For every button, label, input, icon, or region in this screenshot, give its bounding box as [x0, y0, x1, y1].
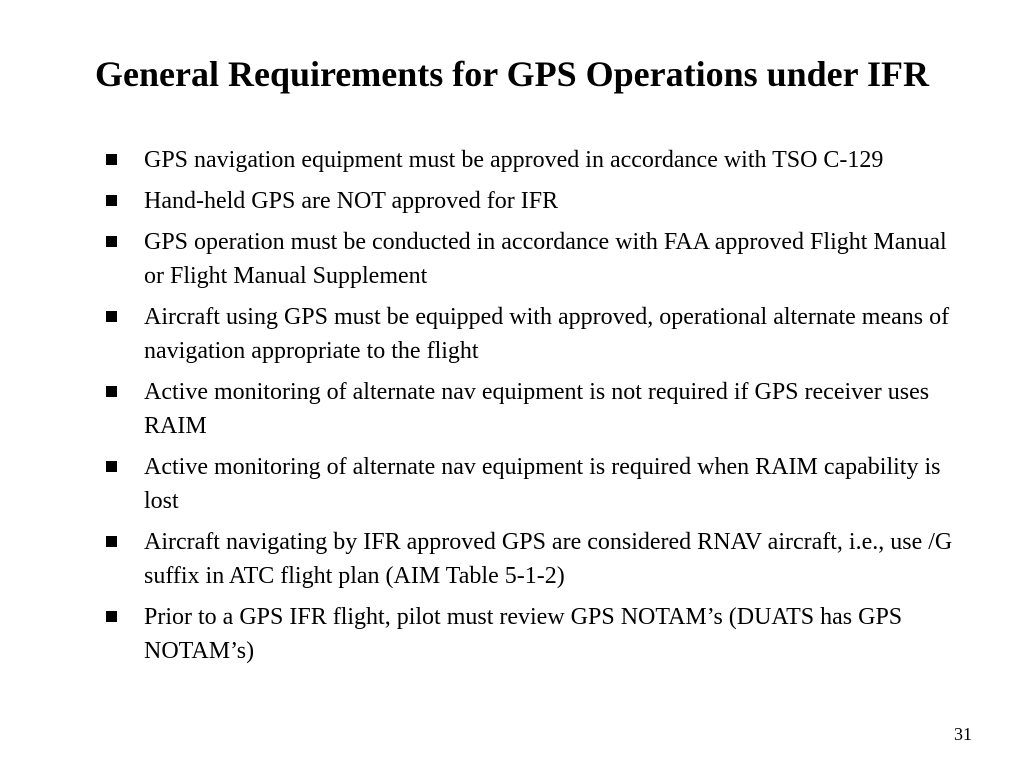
bullet-item [103, 450, 963, 518]
bullet-item [103, 375, 963, 443]
bullet-item [103, 525, 963, 593]
bullet-text: GPS operation must be conducted in accordance with FAA approved Flight Manual or Flight Manual Supplement [144, 229, 947, 289]
bullet-list [103, 143, 963, 675]
bullet-text: GPS navigation equipment must be approved in accordance with TSO C-129 [144, 147, 884, 173]
slide-title: General Requirements for GPS Operations under IFR [95, 54, 929, 94]
bullet-item [103, 300, 963, 368]
square-bullet-icon [106, 386, 117, 397]
bullet-item [103, 600, 963, 668]
bullet-text: Active monitoring of alternate nav equipment is required when RAIM capability is lost [144, 454, 941, 514]
square-bullet-icon [106, 536, 117, 547]
square-bullet-icon [106, 611, 117, 622]
bullet-text: Prior to a GPS IFR flight, pilot must review GPS NOTAM’s (DUATS has GPS NOTAM’s) [144, 604, 903, 664]
bullet-item [103, 184, 963, 218]
square-bullet-icon [106, 311, 117, 322]
square-bullet-icon [106, 154, 117, 165]
square-bullet-icon [106, 236, 117, 247]
square-bullet-icon [106, 461, 117, 472]
bullet-text: Aircraft using GPS must be equipped with approved, operational alternate means of navigation appropriate to the flight [144, 304, 950, 364]
square-bullet-icon [106, 195, 117, 206]
bullet-text: Active monitoring of alternate nav equipment is not required if GPS receiver uses RAIM [144, 379, 930, 439]
bullet-text: Hand-held GPS are NOT approved for IFR [144, 188, 559, 214]
page-number: 31 [954, 724, 972, 744]
bullet-item [103, 143, 963, 177]
bullet-item [103, 225, 963, 293]
bullet-text: Aircraft navigating by IFR approved GPS are considered RNAV aircraft, i.e., use /G suffix in ATC flight plan (AIM Table 5-1-2) [144, 529, 953, 589]
